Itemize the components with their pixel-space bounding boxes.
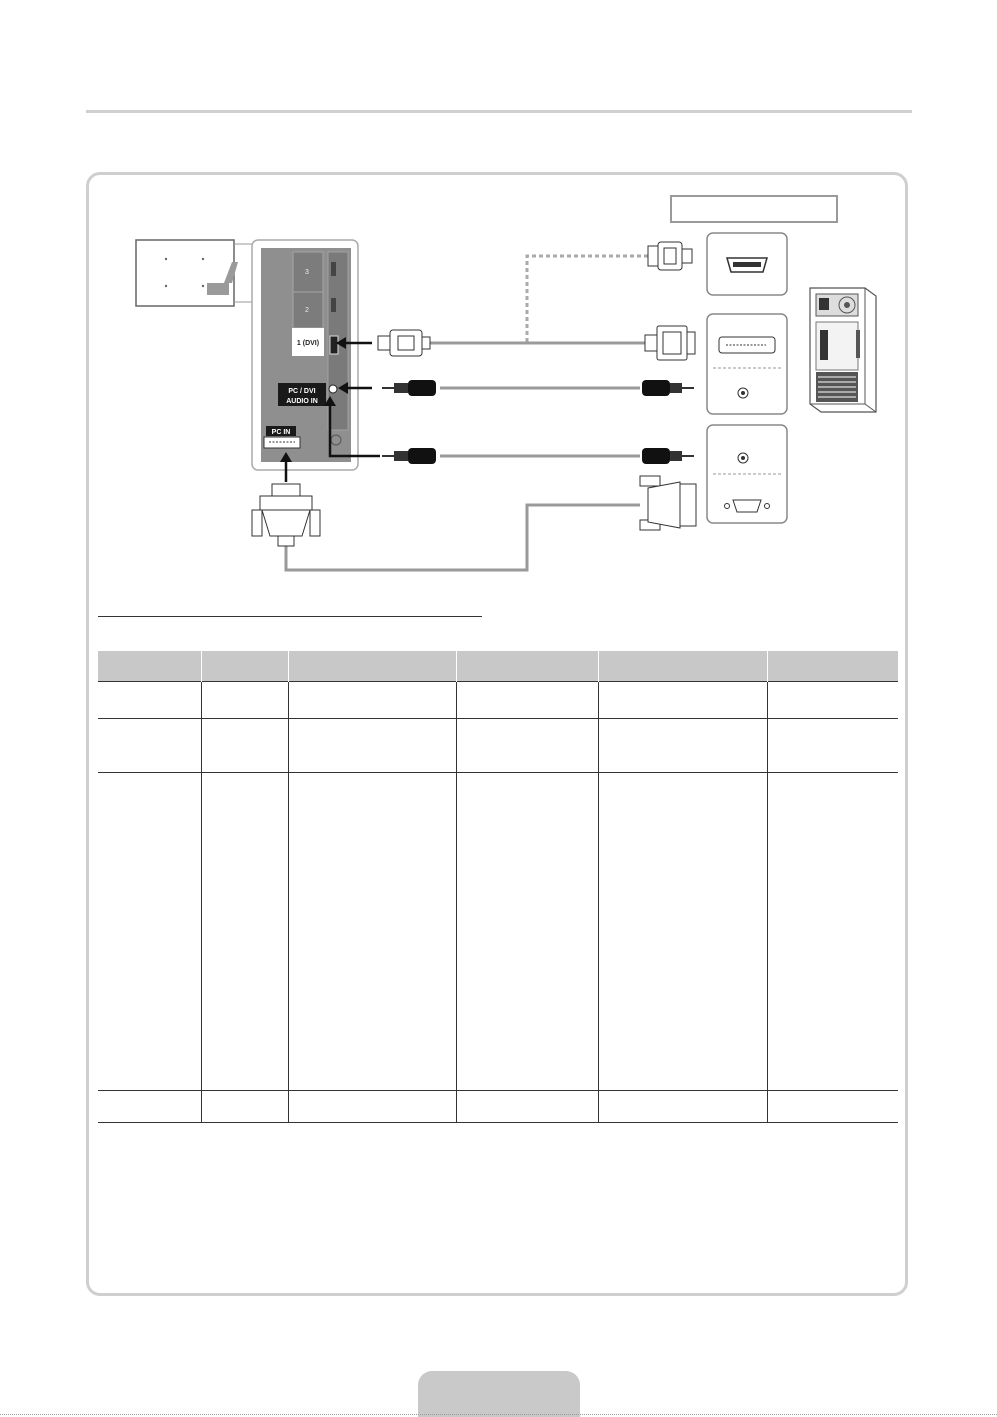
dsub-plug-pc-side: [640, 476, 696, 530]
trim-line: [0, 1414, 997, 1415]
connection-diagram: [0, 0, 997, 600]
pc-hdmi-port-panel: [707, 233, 787, 295]
pc-dvi-audio-port-panel: [707, 314, 787, 414]
table-cell: [288, 719, 456, 773]
dsub-cable: [286, 505, 640, 570]
table-cell: [598, 682, 767, 719]
table-header-row: [98, 651, 898, 682]
table-cell: [201, 719, 288, 773]
table-header-cell: [598, 651, 767, 682]
table-cell: [288, 682, 456, 719]
table-row: [98, 1091, 898, 1123]
dsub-plug-tv-side: [252, 484, 320, 546]
section-heading-underline: [98, 616, 482, 617]
table-cell: [598, 719, 767, 773]
table-header-cell: [456, 651, 598, 682]
table-cell: [767, 719, 898, 773]
hdmi-2-label: 2: [305, 307, 309, 314]
table-row: [98, 773, 898, 1091]
pc-in-label: PC IN: [271, 429, 291, 436]
table-cell: [598, 773, 767, 1091]
page-number-tab: [418, 1371, 580, 1417]
display-modes-table: [98, 651, 898, 1123]
table-cell: [288, 1091, 456, 1123]
hdmi-1-dvi-label: 1 (DVI): [296, 340, 320, 347]
dvi-plug-pc-side: [645, 326, 695, 360]
table-row: [98, 719, 898, 773]
pc-dvi-audio-label-line1: PC / DVI: [288, 388, 316, 395]
pc-audio-vga-port-panel: [707, 425, 787, 523]
table-row: [98, 682, 898, 719]
audio-plug-pc-side-upper: [642, 380, 694, 396]
table-cell: [456, 719, 598, 773]
table-cell: [201, 1091, 288, 1123]
table-cell: [98, 1091, 201, 1123]
hdmi-connector: [648, 242, 692, 270]
table-cell: [456, 773, 598, 1091]
table-cell: [98, 719, 201, 773]
table-header-cell: [767, 651, 898, 682]
table-cell: [767, 682, 898, 719]
tv-thumbnail: [136, 240, 252, 306]
table-cell: [767, 773, 898, 1091]
pc-tower-icon: [810, 288, 876, 412]
table-cell: [456, 1091, 598, 1123]
table-cell: [201, 682, 288, 719]
table-header-cell: [98, 651, 201, 682]
table-header-cell: [288, 651, 456, 682]
audio-plug-pc-side-lower: [642, 448, 694, 464]
hdmi-3-label: 3: [305, 269, 309, 276]
audio-plug-tv-side-upper: [382, 380, 436, 396]
table-header-cell: [201, 651, 288, 682]
table-cell: [598, 1091, 767, 1123]
table-cell: [767, 1091, 898, 1123]
pc-dvi-audio-label-line2: AUDIO IN: [286, 398, 318, 405]
table-cell: [288, 773, 456, 1091]
table-cell: [456, 682, 598, 719]
hdmi-plug-tv-side: [378, 330, 430, 356]
table-cell: [201, 773, 288, 1091]
audio-plug-tv-side-lower: [382, 448, 436, 464]
table-cell: [98, 773, 201, 1091]
table-cell: [98, 682, 201, 719]
hdmi-dotted-cable: [527, 256, 648, 342]
